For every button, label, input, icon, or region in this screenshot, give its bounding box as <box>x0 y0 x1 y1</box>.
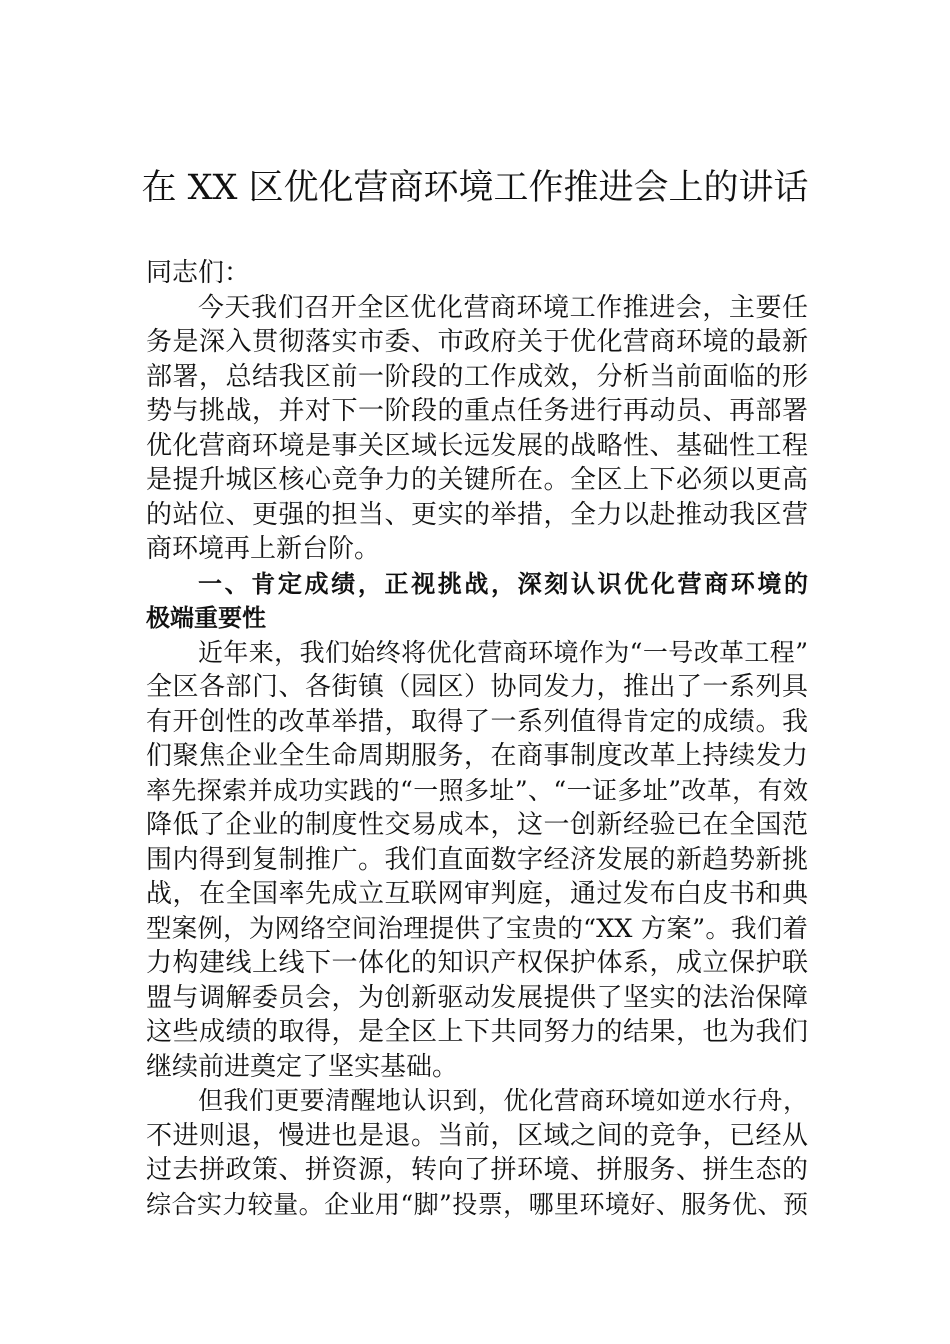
paragraph-line: 围内得到复制推广。我们直面数字经济发展的新趋势新挑 <box>146 844 808 875</box>
paragraph-line: 优化营商环境是事关区域长远发展的战略性、基础性工程 <box>146 430 808 461</box>
document-title: 在 XX 区优化营商环境工作推进会上的讲话 <box>141 168 809 208</box>
paragraph-line: 务是深入贯彻落实市委、市政府关于优化营商环境的最新 <box>146 327 808 357</box>
paragraph-line: 有开创性的改革举措，取得了一系列值得肯定的成绩。我 <box>146 706 808 737</box>
paragraph-line: 继续前进奠定了坚实基础。 <box>146 1051 459 1082</box>
paragraph-line: 近年来，我们始终将优化营商环境作为“一号改革工程” <box>198 637 808 667</box>
paragraph-line: 但我们更要清醒地认识到，优化营商环境如逆水行舟， <box>198 1086 808 1115</box>
document-body <box>146 256 808 1222</box>
paragraph-line: 不进则退，慢进也是退。当前，区域之间的竞争，已经从 <box>146 1120 808 1151</box>
paragraph-line: 们聚焦企业全生命周期服务，在商事制度改革上持续发力 <box>146 741 808 771</box>
paragraph-line: 部署，总结我区前一阶段的工作成效，分析当前面临的形 <box>146 361 808 392</box>
paragraph-line: 战，在全国率先成立互联网审判庭，通过发布白皮书和典 <box>146 879 808 909</box>
paragraph-line: 今天我们召开全区优化营商环境工作推进会，主要任 <box>198 292 808 323</box>
paragraph-line: 商环境再上新台阶。 <box>146 534 381 564</box>
section-heading-line: 一、肯定成绩，正视挑战，深刻认识优化营商环境的 <box>198 569 808 598</box>
paragraph-line: 的站位、更强的担当、更实的举措，全力以赴推动我区营 <box>146 499 808 530</box>
paragraph-line: 力构建线上线下一体化的知识产权保护体系，成立保护联 <box>146 948 808 978</box>
paragraph-line: 是提升城区核心竞争力的关键所在。全区上下必须以更高 <box>146 465 808 495</box>
paragraph-line: 过去拼政策、拼资源，转向了拼环境、拼服务、拼生态的 <box>146 1155 808 1185</box>
paragraph-line: 势与挑战，并对下一阶段的重点任务进行再动员、再部署 <box>146 396 808 426</box>
paragraph-line: 降低了企业的制度性交易成本，这一创新经验已在全国范 <box>146 810 808 840</box>
section-heading-line: 极端重要性 <box>146 604 266 632</box>
paragraph-line: 综合实力较量。企业用“脚”投票，哪里环境好、服务优、预 <box>146 1189 808 1219</box>
paragraph-line: 全区各部门、各街镇（园区）协同发力，推出了一系列具 <box>146 672 808 702</box>
paragraph-line: 率先探索并成功实践的“一照多址”、“一证多址”改革，有效 <box>146 775 808 805</box>
paragraph-line: 盟与调解委员会，为创新驱动发展提供了坚实的法治保障 <box>146 982 808 1013</box>
paragraph-line: 同志们： <box>146 258 251 288</box>
paragraph-line: 型案例，为网络空间治理提供了宝贵的“XX 方案”。我们着 <box>146 913 808 944</box>
paragraph-line: 这些成绩的取得，是全区上下共同努力的结果，也为我们 <box>146 1017 808 1047</box>
